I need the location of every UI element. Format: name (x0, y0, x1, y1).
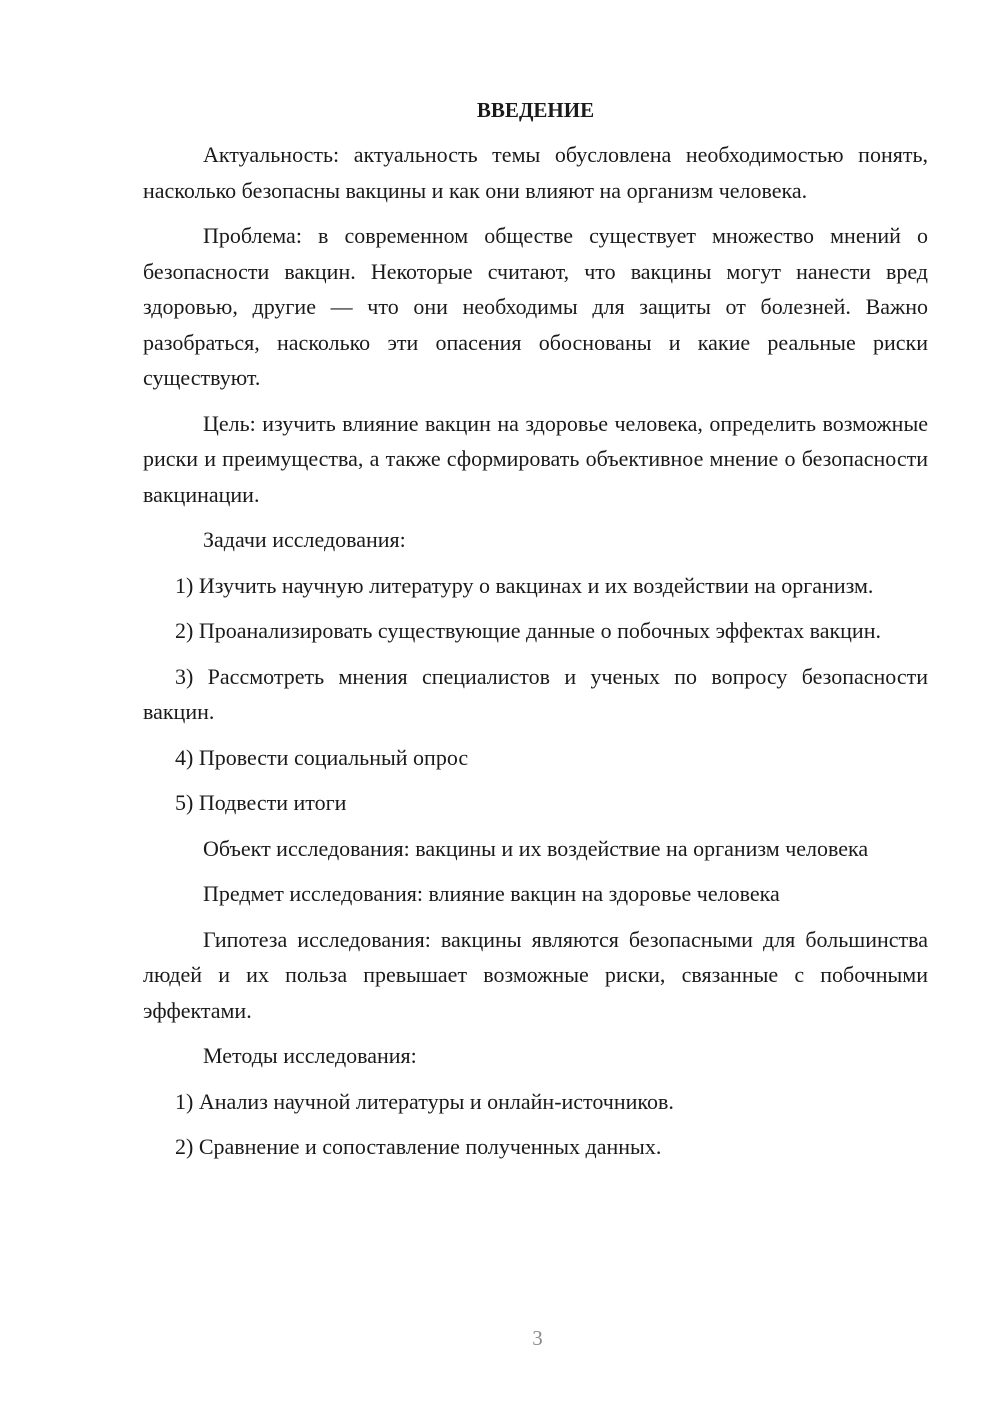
hypothesis-paragraph: Гипотеза исследования: вакцины являются безопасными для большинства людей и их польза превышает возможные риски, связанные с побочными эффектами. (143, 926, 928, 1023)
relevance-paragraph: Актуальность: актуальность темы обусловлена необходимостью понять, насколько безопасны вакцины и как они влияют на организм человека. (143, 142, 928, 203)
page-number: 3 (532, 1326, 543, 1350)
task-item-2: 2) Проанализировать существующие данные о побочных эффектах вакцин. (175, 618, 881, 643)
method-item-1: 1) Анализ научной литературы и онлайн-источников. (175, 1088, 674, 1114)
task-item-3: 3) Рассмотреть мнения специалистов и ученых по вопросу безопасности вакцин. (143, 663, 928, 724)
tasks-heading: Задачи исследования: (203, 527, 406, 552)
method-item-2: 2) Сравнение и сопоставление полученных данных. (175, 1134, 662, 1159)
task-item-5: 5) Подвести итоги (175, 790, 347, 815)
goal-paragraph: Цель: изучить влияние вакцин на здоровье человека, определить возможные риски и преимущества, а также сформировать объективное мнение о безопасности вакцинации. (143, 410, 928, 507)
page-title: ВВЕДЕНИЕ (476, 98, 595, 122)
page-content (143, 93, 928, 1175)
task-item-4: 4) Провести социальный опрос (175, 744, 469, 770)
object-paragraph: Объект исследования: вакцины и их воздействие на организм человека (203, 835, 869, 861)
task-item-1: 1) Изучить научную литературу о вакцинах и их воздействии на организм. (175, 572, 874, 598)
problem-paragraph: Проблема: в современном обществе существует множество мнений о безопасности вакцин. Некоторые считают, что вакцины могут нанести вред здоровью, другие — что они необходимы для защиты от болезней. Важно разобраться, насколько эти опасения обоснованы и какие реальные риски существуют. (143, 223, 928, 390)
methods-heading: Методы исследования: (203, 1043, 417, 1068)
subject-paragraph: Предмет исследования: влияние вакцин на здоровье человека (203, 881, 780, 906)
